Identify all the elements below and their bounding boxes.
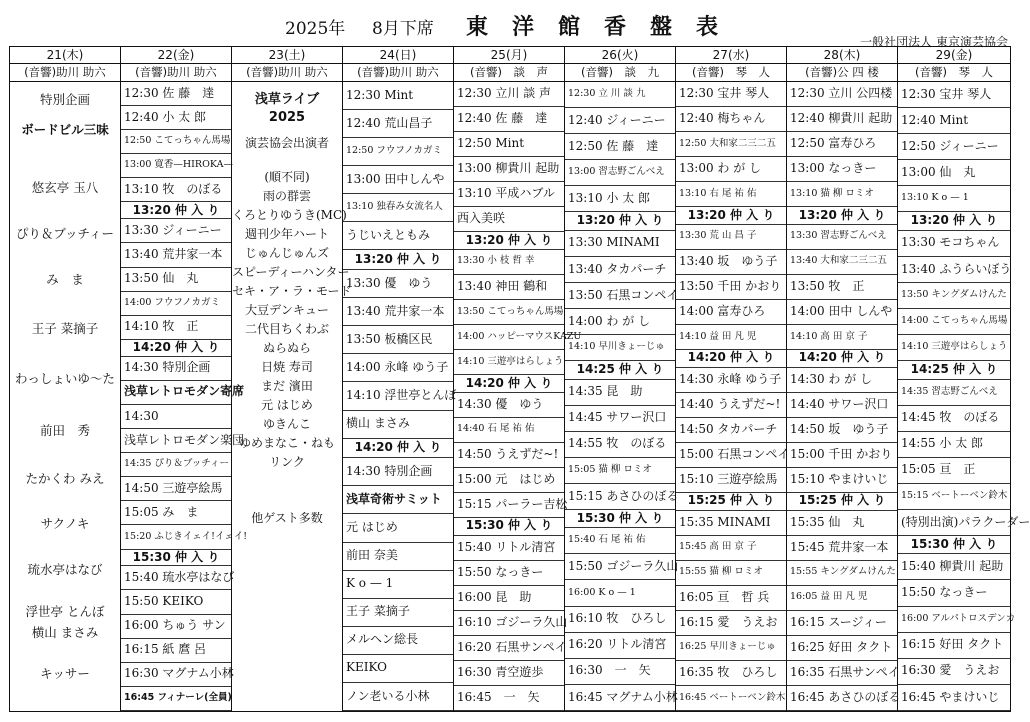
performer-slot: 13:10 猫 柳 ロミオ	[787, 182, 897, 207]
performer-slot: 13:00 習志野ごんべえ	[565, 160, 675, 186]
performer-slot: 12:50 佐 藤 達	[565, 134, 675, 160]
performer-slot: 16:45 フィナーレ(全員)	[121, 687, 231, 711]
performer-slot: 13:00 仙 丸	[898, 160, 1010, 186]
performer-slot: 14:40 うえずだ~!	[676, 393, 786, 418]
performer-slot: 13:50 仙 丸	[121, 268, 231, 292]
performer-slot: 14:55 牧 のぼる	[565, 432, 675, 458]
performer-slot: 14:30 わ が し	[787, 368, 897, 393]
performer-slot: 15:35 仙 丸	[787, 511, 897, 536]
performer-slot: 16:20 石黒サンペイ	[454, 636, 564, 661]
event-line: くろとりゆうき(MC)	[232, 208, 347, 223]
performer-slot: 12:40 柳貴川 起助	[787, 107, 897, 132]
performer-slot: 15:45 高 田 京 子	[676, 536, 786, 561]
performer: 王子 菜摘子	[31, 320, 99, 336]
event-line: まだ 濱田	[261, 379, 313, 394]
performer-slot: 14:00 田中 しんや	[787, 300, 897, 325]
performer-slot: 12:50 大和家二三二五	[676, 132, 786, 157]
intermission-row: 15:30 仲 入 り	[121, 550, 231, 567]
performer-slot: 13:30 荒 山 昌 子	[676, 225, 786, 250]
sound-staff: (音響)公 四 楼	[787, 64, 897, 82]
performer-slot: 13:30 モコちゃん	[898, 231, 1010, 257]
performer-slot: 13:40 荒井家一本	[343, 298, 453, 326]
day-column	[10, 47, 121, 711]
performer-slot: 13:50 牧 正	[787, 275, 897, 300]
performer-slot: 16:20 リトル清宮	[565, 633, 675, 659]
performer-slot: 15:10 やまけいじ	[787, 468, 897, 493]
performer-slot: 12:50 富寿ひろ	[787, 132, 897, 157]
intermission-row: 13:20 仲 入 り	[343, 250, 453, 270]
performer-slot: 14:00 こてっちゃん馬場	[898, 309, 1010, 335]
performer-slot: 16:00 K o — 1	[565, 581, 675, 607]
performer-slot: 16:05 亘 哲 兵	[676, 586, 786, 611]
performer-slot: 14:30 優 ゆう	[454, 393, 564, 418]
intermission-row: 14:20 仲 入 り	[454, 375, 564, 393]
performer-slot: 14:30 特別企画	[343, 458, 453, 486]
performer-slot: 15:05 亘 正	[898, 458, 1010, 484]
performer-slot: 浅草奇術サミット	[343, 486, 453, 514]
performer-slot: 16:10 ゴジーラ久山	[454, 611, 564, 636]
performer-slot: (特別出演)パラクーダー	[898, 510, 1010, 536]
sound-staff: (音響)助川 助六	[10, 64, 120, 82]
performer-slot: 12:30 佐 藤 達	[121, 82, 231, 106]
event-line: 週刊少年ハート	[244, 227, 329, 242]
sound-staff: (音響)助川 助六	[232, 64, 342, 82]
performer-slot: 13:30 小 枝 哲 幸	[454, 250, 564, 275]
performer: 横山 まさみ	[31, 624, 99, 640]
day-date: 27(水)	[676, 47, 786, 64]
performer-slot: 12:30 Mint	[343, 82, 453, 110]
intermission-row: 14:20 仲 入 り	[676, 350, 786, 368]
performer-slot: 12:40 佐 藤 達	[454, 107, 564, 132]
performer-slot: 16:10 牧 ひろし	[565, 607, 675, 633]
day-date: 24(日)	[343, 47, 453, 64]
performer-slot: 14:00 わ が し	[565, 309, 675, 335]
performer-slot: 16:45 マグナム小林	[565, 685, 675, 711]
performer-slot: 14:50 うえずだ~!	[454, 443, 564, 468]
intermission-row: 15:30 仲 入 り	[454, 518, 564, 536]
performer-slot: 12:40 小 太 郎	[121, 106, 231, 130]
performer-slot: 15:10 三遊亭絵馬	[676, 468, 786, 493]
performer-slot: 16:45 あさひのぼる	[787, 686, 897, 711]
event-line: 大豆デンキュー	[245, 303, 329, 318]
day-lineup	[898, 82, 1030, 711]
event-line: 演芸協会出演者	[244, 136, 329, 151]
performer: キッサー	[40, 665, 90, 681]
performer-slot: 16:15 スージィー	[787, 611, 897, 636]
performer-slot: 16:05 益 田 凡 児	[787, 586, 897, 611]
day-column	[343, 47, 457, 711]
performer-slot: 12:50 Mint	[454, 132, 564, 157]
performer-slot: 13:40 神田 鶴和	[454, 275, 564, 300]
day-column	[898, 47, 1030, 711]
day-lineup	[454, 82, 582, 711]
performer-slot: 16:35 石黒サンペイ	[787, 661, 897, 686]
intermission-row: 14:20 仲 入 り	[121, 340, 231, 357]
performer-slot: 15:50 なっきー	[454, 561, 564, 586]
performer-slot: 13:40 ふうらいぼう	[898, 257, 1010, 283]
performer-slot: 15:15 ベートーベン鈴木	[898, 484, 1010, 510]
performer-slot: 13:40 荒井家一本	[121, 243, 231, 267]
performer-slot: 15:35 MINAMI	[676, 511, 786, 536]
performer-slot: 16:00 ちゅう サン	[121, 615, 231, 639]
intermission-row: 13:20 仲 入 り	[454, 232, 564, 250]
performer-slot: 14:35 昆 助	[565, 380, 675, 406]
performer-slot: 14:45 牧 のぼる	[898, 406, 1010, 432]
event-line: スピーディーハンター	[232, 265, 350, 280]
performer-slot: 13:00 田中しんや	[343, 166, 453, 194]
day-column	[676, 47, 790, 711]
intermission-row: 13:20 仲 入 り	[565, 212, 675, 230]
day-column	[454, 47, 582, 711]
day-column	[121, 47, 248, 711]
day-lineup	[565, 82, 679, 711]
day-lineup	[676, 82, 790, 711]
performer-slot: 16:45 やまけいじ	[898, 685, 1010, 711]
performer-slot: 16:45 一 矢	[454, 686, 564, 711]
performer-slot: 13:50 板橋区民	[343, 326, 453, 354]
performer-slot: 15:55 猫 柳 ロミオ	[676, 561, 786, 586]
event-line: 元 はじめ	[261, 398, 313, 413]
performer-slot: 16:15 好田 タクト	[898, 633, 1010, 659]
performer: 浮世亭 とんぼ	[25, 603, 105, 619]
performer-slot: 12:40 Mint	[898, 108, 1010, 134]
performer-slot: 13:00 なっきー	[787, 157, 897, 182]
performer-slot: 15:00 元 はじめ	[454, 468, 564, 493]
day-date: 22(金)	[121, 47, 231, 64]
performer-slot: 元 はじめ	[343, 514, 453, 542]
event-line: リンク	[269, 455, 305, 470]
performer-slot: 14:50 坂 ゆう子	[787, 418, 897, 443]
title-period: 8月下席	[372, 19, 434, 39]
day-date: 25(月)	[454, 47, 564, 64]
intermission-row: 13:20 仲 入 り	[676, 207, 786, 225]
performer-slot: 浅草レトロモダン寄席	[121, 381, 231, 405]
performer-slot: ノン老いる小林	[343, 683, 453, 711]
performer-slot: 12:30 立川 公四楼	[787, 82, 897, 107]
intermission-row: 14:25 仲 入 り	[565, 361, 675, 379]
event-line: 日焼 寿司	[261, 360, 313, 375]
performer-slot: 横山 まさみ	[343, 411, 453, 439]
performer-slot: 王子 菜摘子	[343, 599, 453, 627]
sound-staff: (音響) 談 声	[454, 64, 564, 82]
event-line: セキ・ア・ラ・モード	[232, 284, 352, 299]
performer-slot: 14:10 浮世亭とんぼ	[343, 382, 453, 410]
performer-slot: 16:35 牧 ひろし	[676, 661, 786, 686]
performer-slot: 15:40 石 尾 祐 佑	[565, 528, 675, 554]
performer-slot: 14:10 牧 正	[121, 316, 231, 340]
performer-slot: 西入美咲	[454, 207, 564, 232]
day-column	[565, 47, 679, 711]
intermission-row: 13:20 仲 入 り	[121, 202, 231, 219]
intermission-row: 15:25 仲 入 り	[787, 493, 897, 511]
performer-slot: 15:05 み ま	[121, 501, 231, 525]
day-date: 21(木)	[10, 47, 120, 64]
page-title: 東洋館香盤表	[466, 14, 743, 40]
performer-slot: 12:50 ジィーニー	[898, 134, 1010, 160]
performer-slot: 14:30 永峰 ゆう子	[676, 368, 786, 393]
performer-slot: 12:40 ジィーニー	[565, 108, 675, 134]
event-line: ぬらぬら	[262, 341, 311, 356]
performer-slot: 13:40 大和家二三二五	[787, 250, 897, 275]
performer-slot: 浅草レトロモダン楽団	[121, 429, 231, 453]
performer: ぴり＆ブッチィー	[15, 225, 115, 241]
performer-slot: 14:35 習志野ごんべえ	[898, 380, 1010, 406]
performer-slot: 12:30 宝井 琴人	[676, 82, 786, 107]
sound-staff: (音響) 談 九	[565, 64, 675, 82]
performer-slot: 14:00 フウフノカガミ	[121, 292, 231, 316]
intermission-row: 13:20 仲 入 り	[898, 212, 1010, 230]
performer-slot: うじいえともみ	[343, 222, 453, 250]
performer-slot: 15:40 リトル清宮	[454, 536, 564, 561]
performer-slot: 16:00 昆 助	[454, 586, 564, 611]
performer: み ま	[46, 271, 84, 287]
performer-slot: 14:10 益 田 凡 児	[676, 325, 786, 350]
day-column	[787, 47, 901, 711]
performer-slot: 14:50 タカパーチ	[676, 418, 786, 443]
performer-slot: 15:40 琉水亭はなび	[121, 566, 231, 590]
performer-slot: 13:10 K o — 1	[898, 186, 1010, 212]
intermission-row: 15:30 仲 入 り	[898, 536, 1010, 554]
performer-slot: 13:10 右 尾 祐 佑	[676, 182, 786, 207]
performer-slot: 15:15 あさひのぼる	[565, 484, 675, 510]
performer-slot: 15:45 荒井家一本	[787, 536, 897, 561]
performer-slot: 13:00 寛香—HIROKA—	[121, 154, 231, 178]
performer-slot: 14:10 三遊亭はらしょう	[898, 335, 1010, 361]
performer-slot: 12:40 梅ちゃん	[676, 107, 786, 132]
event-line: じゅんじゅんズ	[244, 246, 329, 261]
performer-slot: 13:50 こてっちゃん馬場	[454, 300, 564, 325]
performer-slot: 13:40 坂 ゆう子	[676, 250, 786, 275]
performer-slot: 16:25 好田 タクト	[787, 636, 897, 661]
performer: サクノキ	[40, 515, 90, 531]
performer-slot: 14:35 ぴり＆ブッチィー	[121, 453, 231, 477]
organization-name: 一般社団法人 東京演芸協会	[860, 35, 1008, 49]
title-year: 2025年	[285, 19, 346, 39]
event-line: 浅草ライブ	[254, 91, 320, 107]
performer-slot: 16:30 マグナム小林	[121, 663, 231, 687]
performer-slot: 13:40 タカパーチ	[565, 257, 675, 283]
performer-slot: 13:50 キングダムけんた	[898, 283, 1010, 309]
performer-slot: 13:10 独春み女流名人	[343, 194, 453, 222]
day-lineup	[10, 82, 120, 711]
sound-staff: (音響) 琴 人	[676, 64, 786, 82]
performer-slot: 12:30 宝井 琴人	[898, 82, 1010, 108]
event-line: ゆきんこ	[262, 417, 311, 432]
performer-slot: 15:20 ふじきイェイ!イェイ!	[121, 525, 231, 549]
event-line: 2025	[268, 109, 306, 125]
performer: わっしょいゆ～た	[15, 370, 115, 386]
performer-slot: メルヘン総長	[343, 627, 453, 655]
performer-slot: 15:50 ゴジーラ久山	[565, 554, 675, 580]
performer-slot: 14:30 特別企画	[121, 357, 231, 381]
performer-slot: 13:10 牧 のぼる	[121, 178, 231, 202]
performer-slot: K o — 1	[343, 571, 453, 599]
day-column	[232, 47, 352, 711]
event-line: ゆめまなこ・ねも	[238, 436, 335, 451]
day-lineup	[232, 82, 352, 711]
performer-slot: 13:30 習志野ごんべえ	[787, 225, 897, 250]
sound-staff: (音響)助川 助六	[121, 64, 231, 82]
day-date: 23(土)	[232, 47, 342, 64]
event-line: 二代目ちくわぶ	[244, 322, 329, 337]
performer-slot: 13:30 優 ゆう	[343, 270, 453, 298]
performer-slot: 16:15 紙 麿 呂	[121, 639, 231, 663]
performer-slot: 16:00 アルパトロスデンカ	[898, 607, 1010, 633]
performer: 琉水亭はなび	[27, 561, 103, 577]
performer-slot: 15:50 KEIKO	[121, 591, 231, 615]
day-lineup	[787, 82, 901, 711]
day-lineup	[121, 82, 248, 711]
performer-slot: 12:50 こてっちゃん馬場	[121, 130, 231, 154]
sound-staff: (音響)助川 助六	[343, 64, 453, 82]
intermission-row: 14:20 仲 入 り	[787, 350, 897, 368]
performer-slot: 14:40 石 尾 祐 佑	[454, 418, 564, 443]
performer-slot: 16:30 一 矢	[565, 659, 675, 685]
performer-slot: 15:05 猫 柳 ロミオ	[565, 458, 675, 484]
performer-slot: 14:40 サワー沢口	[787, 393, 897, 418]
intermission-row: 14:25 仲 入 り	[898, 361, 1010, 379]
performer-slot: 13:30 ジィーニー	[121, 219, 231, 243]
performer-slot: 14:50 三遊亭絵馬	[121, 477, 231, 501]
performer-slot: 14:10 早川きょーじゅ	[565, 335, 675, 361]
intermission-row: 15:30 仲 入 り	[565, 510, 675, 528]
performer-slot: 13:10 平成ハブル	[454, 182, 564, 207]
schedule-grid	[9, 46, 1030, 712]
event-line: (順不同)	[264, 170, 310, 185]
performer-slot: 14:10 三遊亭はらしょう	[454, 350, 564, 375]
performer-slot: 13:00 柳貴川 起助	[454, 157, 564, 182]
intermission-row: 14:20 仲 入 り	[343, 439, 453, 459]
performer-slot: 16:45 ベートーベン鈴木	[676, 686, 786, 711]
day-date: 29(金)	[898, 47, 1010, 64]
performer-slot: 16:30 愛 うえお	[898, 659, 1010, 685]
performer: 前田 秀	[39, 422, 90, 438]
performer-slot: 12:30 立 川 談 九	[565, 82, 675, 108]
intermission-row: 15:25 仲 入 り	[676, 493, 786, 511]
event-line: 雨の群雲	[262, 189, 311, 204]
performer-slot: 15:55 キングダムけんた	[787, 561, 897, 586]
intermission-row: 13:20 仲 入 り	[787, 207, 897, 225]
performer-slot: KEIKO	[343, 655, 453, 683]
performer: ボードビル三味	[21, 121, 109, 137]
performer-slot: 14:30	[121, 405, 231, 429]
performer-slot: 15:00 石黒コンペイ	[676, 443, 786, 468]
performer-slot: 12:50 フウフノカガミ	[343, 138, 453, 166]
performer-slot: 13:00 わ が し	[676, 157, 786, 182]
performer-slot: 14:00 ハッピーマウスKAZU	[454, 325, 564, 350]
performer-slot: 16:25 早川きょーじゅ	[676, 636, 786, 661]
performer-slot: 15:15 パーラー吉松	[454, 493, 564, 518]
performer-slot: 16:30 青空遊歩	[454, 661, 564, 686]
performer-slot: 15:40 柳貴川 起助	[898, 554, 1010, 580]
performer-slot: 12:40 荒山昌子	[343, 110, 453, 138]
performer: たかくわ みえ	[25, 470, 105, 486]
performer: 悠玄亭 玉八	[31, 179, 99, 195]
performer-slot: 13:10 小 太 郎	[565, 186, 675, 212]
performer-slot: 13:30 MINAMI	[565, 231, 675, 257]
performer-slot: 14:55 小 太 郎	[898, 432, 1010, 458]
event-line: 他ゲスト多数	[251, 511, 323, 526]
performer-slot: 16:15 愛 うえお	[676, 611, 786, 636]
performer-slot: 14:00 永峰 ゆう子	[343, 354, 453, 382]
performer-slot: 前田 奈美	[343, 543, 453, 571]
sound-staff: (音響) 琴 人	[898, 64, 1010, 82]
performer-slot: 15:00 千田 かおり	[787, 443, 897, 468]
day-lineup	[343, 82, 457, 711]
performer-slot: 12:30 立川 談 声	[454, 82, 564, 107]
performer: 特別企画	[39, 91, 90, 107]
performer-slot: 14:00 富寿ひろ	[676, 300, 786, 325]
performer-slot: 15:50 なっきー	[898, 581, 1010, 607]
performer-slot: 13:50 石黒コンペイ	[565, 283, 675, 309]
day-date: 26(火)	[565, 47, 675, 64]
performer-slot: 14:45 サワー沢口	[565, 406, 675, 432]
day-date: 28(木)	[787, 47, 897, 64]
performer-slot: 14:10 高 田 京 子	[787, 325, 897, 350]
performer-slot: 13:50 千田 かおり	[676, 275, 786, 300]
